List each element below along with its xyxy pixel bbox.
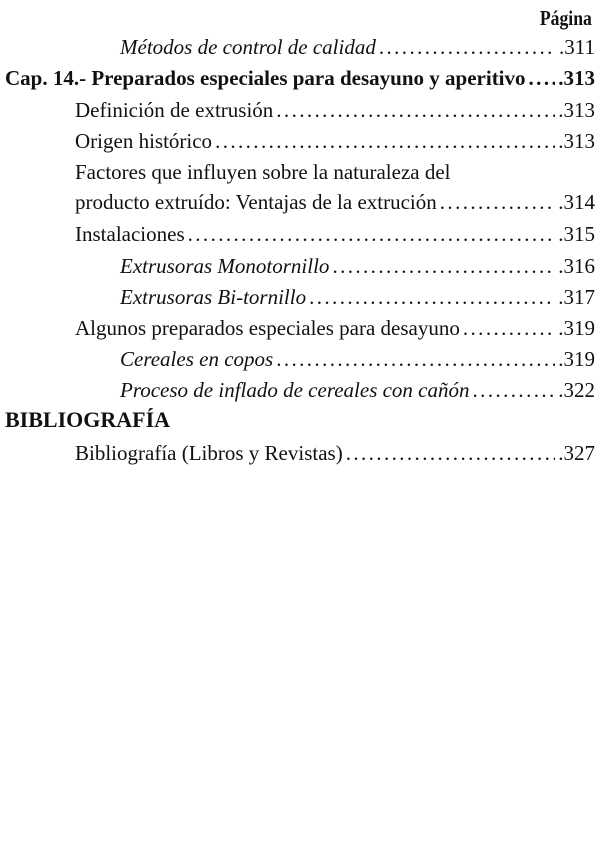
toc-entry-page: .317 [558, 285, 595, 309]
dot-leader [188, 219, 556, 249]
toc-entry-page: .327 [558, 441, 595, 465]
toc-entry-title-line1: Factores que influyen sobre la naturaleza del [75, 160, 451, 184]
toc-chapter-14[interactable] [5, 63, 595, 93]
dot-leader [440, 187, 555, 217]
bibliography-heading: BIBLIOGRAFÍA [5, 407, 171, 432]
dot-leader [276, 344, 555, 374]
toc-entry-algunos-preparados[interactable] [75, 313, 595, 343]
toc-entry-title: Proceso de inflado de cereales con cañón [120, 378, 470, 402]
toc-entry-title: Extrusoras Bi-tornillo [120, 285, 307, 309]
toc-entry-origen-historico[interactable] [75, 126, 595, 156]
toc-entry-title: Definición de extrusión [75, 98, 274, 122]
toc-entry-page: .314 [558, 190, 595, 214]
toc-chapter-title: Cap. 14.- Preparados especiales para desayuno y aperitivo [5, 66, 526, 90]
dot-leader [379, 32, 556, 62]
toc-entry-cereales-copos[interactable] [120, 344, 595, 374]
toc-entry-title: Algunos preparados especiales para desayuno [75, 316, 460, 340]
dot-leader [215, 126, 555, 156]
toc-entry-definicion-extrusion[interactable] [75, 95, 595, 125]
toc-entry-extrusoras-bitornillo[interactable] [120, 282, 595, 312]
toc-entry-factores[interactable] [75, 157, 595, 217]
toc-entry-page: .315 [558, 222, 595, 246]
dot-leader [309, 282, 555, 312]
toc-entry-extrusoras-monotornillo[interactable] [120, 251, 595, 281]
toc-entry-title: Cereales en copos [120, 347, 274, 371]
toc-entry-proceso-inflado[interactable] [120, 375, 595, 405]
toc-entry-title: Métodos de control de calidad [120, 35, 376, 59]
dot-leader [332, 251, 555, 281]
toc-entry-page: .322 [558, 378, 595, 402]
toc-entry-page: .319 [558, 347, 595, 371]
toc-chapter-page: .313 [558, 66, 595, 90]
toc-entry-title: Extrusoras Monotornillo [120, 254, 330, 278]
dot-leader [529, 63, 556, 93]
dot-leader [276, 95, 555, 125]
dot-leader [473, 375, 556, 405]
page-column-header: Página [540, 6, 592, 30]
toc-entry-title: producto extruído: Ventajas de la extrución [75, 190, 437, 214]
toc-entry-page: .313 [558, 129, 595, 153]
toc-entry-page: .316 [558, 254, 595, 278]
toc-entry-title: Instalaciones [75, 222, 185, 246]
toc-entry-instalaciones[interactable] [75, 219, 595, 249]
dot-leader [346, 438, 556, 468]
toc-entry-title: Bibliografía (Libros y Revistas) [75, 441, 343, 465]
toc-entry-page: .313 [558, 98, 595, 122]
toc-entry-title: Origen histórico [75, 129, 213, 153]
toc-entry-bibliografia[interactable] [75, 438, 595, 468]
dot-leader [463, 313, 555, 343]
toc-entry-page: .319 [558, 316, 595, 340]
toc-entry-metodos-control-calidad[interactable] [120, 32, 595, 62]
toc-entry-page: .311 [559, 35, 595, 59]
